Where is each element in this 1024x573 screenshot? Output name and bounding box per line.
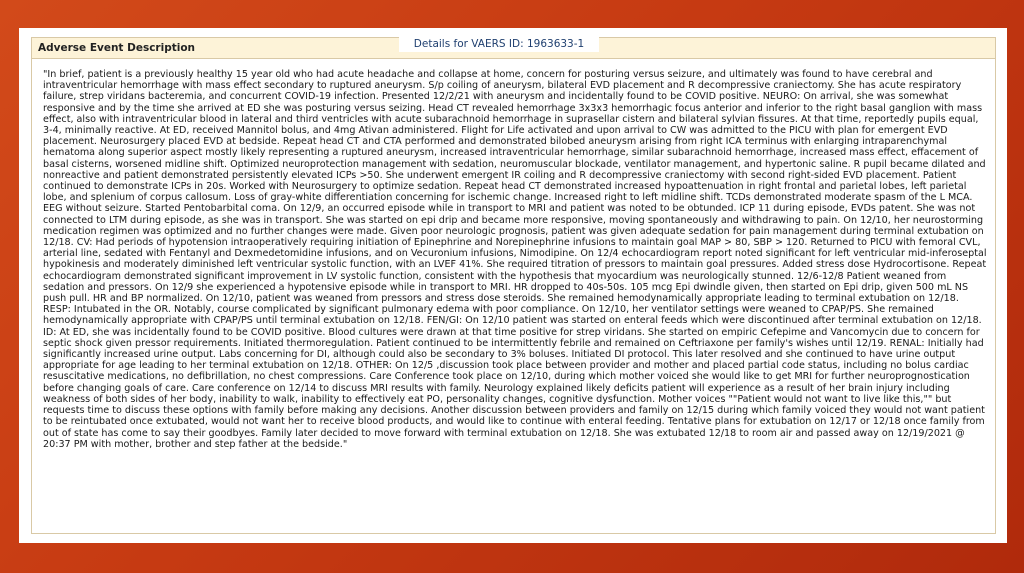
vaers-id-link[interactable]: Details for VAERS ID: 1963633-1: [399, 36, 599, 52]
adverse-event-panel: [31, 37, 996, 534]
panel-title: Adverse Event Description: [32, 38, 995, 59]
adverse-event-description: "In brief, patient is a previously healthy 15 year old who had acute headache and collapse at home, concern for posturing versus seizure, and ultimately was found to have cerebral and intraventricular hemorrhage with mass effect secondary to ruptured aneurysm. S/p coiling of aneurysm, bilateral EVD placement and R decompressive craniectomy. She has acute respiratory failure, strep viridans bacteremia, and concurrent COVID-19 infection. Presented 12/2/21 with aneurysm and incidentally found to be COVID positive. NEURO: On arrival, she was somewhat responsive and by the time she arrived at ED she was posturing versus seizing. Head CT revealed hemorrhage 3x3x3 hemorrhagic focus anterior and inferior to the right basal ganglion with mass effect, also with intraventricular blood in lateral and third ventricles with acute subarachnoid hemorrhage in suprasellar cistern and bilateral sylvian fissures. At that time, reportedly pupils equal, 3-4, minimally reactive. At ED, received Mannitol bolus, and 4mg Ativan administered. Flight for Life activated and upon arrival to CW was admitted to the PICU with plan for emergent EVD placement. Neurosurgery placed EVD at bedside. Repeat head CT and CTA performed and demonstrated bilobed aneurysm arising from right ICA terminus with enlarging intraparenchymal hematoma along superior aspect mostly likely representing a ruptured aneurysm, increased intraventricular hemorrhage, similar subarachnoid hemorrhage, increased mass effect, effacement of basal cisterns, worsened midline shift. Optimized neuroprotection management with sedation, neuromuscular blockade, ventilator management, and hypertonic saline. R pupil became dilated and nonreactive and patient demonstrated persistently elevated ICPs >50. She underwent emergent IR coiling and R decompressive craniectomy with second right-sided EVD placement. Patient continued to demonstrate ICPs in 20s. Worked with Neurosurgery to optimize sedation. Repeat head CT demonstrated increased hypoattenuation in right frontal and parietal lobes, left parietal lobe, and splenium of corpus callosum. Loss of gray-white differentiation concerning for ischemic change. Increased right to left midline shift. TCDs demonstrated moderate spasm of the L MCA. EEG without seizure. Started Pentobarbital coma. On 12/9, an occurred episode while in transport to MRI and patient was noted to be obtunded. ICP 11 during episode, EVDs patent. She was not connected to LTM during episode, as she was in transport. She was started on epi drip and became more responsive, moving spontaneously and withdrawing to pain. On 12/10, her neurostorming medication regimen was optimized and no further changes were made. Given poor neurologic prognosis, patient was given adequate sedation for pain management during terminal extubation on 12/18. CV: Had periods of hypotension intraoperatively requiring initiation of Epinephrine and Norepinephrine infusions to maintain goal MAP > 80, SBP > 120. Returned to PICU with femoral CVL, arterial line, sedated with Fentanyl and Dexmedetomidine infusions, and on Vecuronium infusions, Nimodipine. On 12/4 echocardiogram report noted significant for left ventricular mid-inferoseptal hypokinesis and moderately diminished left ventricular systolic function, with an LVEF 41%. She required titration of pressors to maintain goal pressures. Added stress dose Hydrocortisone. Repeat echocardiogram demonstrated significant improvement in LV systolic function, consistent with the hypothesis that myocardium was neurologically stunned. 12/6-12/8 Patient weaned from sedation and pressors. On 12/9 she experienced a hypotensive episode while in transport to MRI. HR dropped to 40s-50s. 105 mcg Epi dwindle given, then started on Epi drip, given 500 mL NS push pull. HR and BP normalized. On 12/10, patient was weaned from pressors and stress dose steroids. She remained hemodynamically appropriate leading to terminal extubation on 12/18. RESP: Intubated in the OR. Notably, course complicated by significant pulmonary edema with poor compliance. On 12/10, her ventilator settings were weaned to CPAP/PS. She remained hemodynamically appropriate with CPAP/PS until terminal extubation on 12/18. FEN/GI: On 12/10 patient was started on enteral feeds which were discontinued after terminal extubation on 12/18. ID: At ED, she was incidentally found to be COVID positive. Blood cultures were drawn at that time positive for strep viridans. She started on empiric Cefepime and Vancomycin due to concern for septic shock given pressor requirements. Initiated thermoregulation. Patient continued to be intermittently febrile and remained on Ceftriaxone per family's wishes until 12/19. RENAL: Initially had significantly increased urine output. Labs concerning for DI, although could also be secondary to 3% boluses. Initiated DI protocol. This later resolved and she continued to have urine output appropriate for age leading to her terminal extubation on 12/18. OTHER: On 12/5 ,discussion took place between provider and mother and placed partial code status, including no bolus cardiac resuscitative medications, no defibrillation, no chest compressions. Care Conference took place on 12/10, during which mother voiced she would like to get MRI for further neuroprognostication before changing goals of care. Care conference on 12/14 to discuss MRI results with family. Neurology explained likely deficits patient will experience as a result of her brain injury including weakness of both sides of her body, inability to walk, inability to effectively eat PO, personality changes, cognitive dysfunction. Mother voices ""Patient would not want to live like this,"" but requests time to discuss these options with family before making any decisions. Another discussion between providers and family on 12/15 during which family voiced they would not want patient to be reintubated once extubated, would not want her to receive blood products, and would like to continue with enteral feeding. Tentative plans for extubation on 12/17 or 12/18 once family from out of state has come to say their goodbyes. Family later decided to move forward with terminal extubation on 12/18. She was extubated 12/18 to room air and passed away on 12/19/2021 @ 20:37 PM with mother, brother and step father at the bedside.": [43, 69, 987, 450]
report-sheet: [19, 28, 1007, 543]
